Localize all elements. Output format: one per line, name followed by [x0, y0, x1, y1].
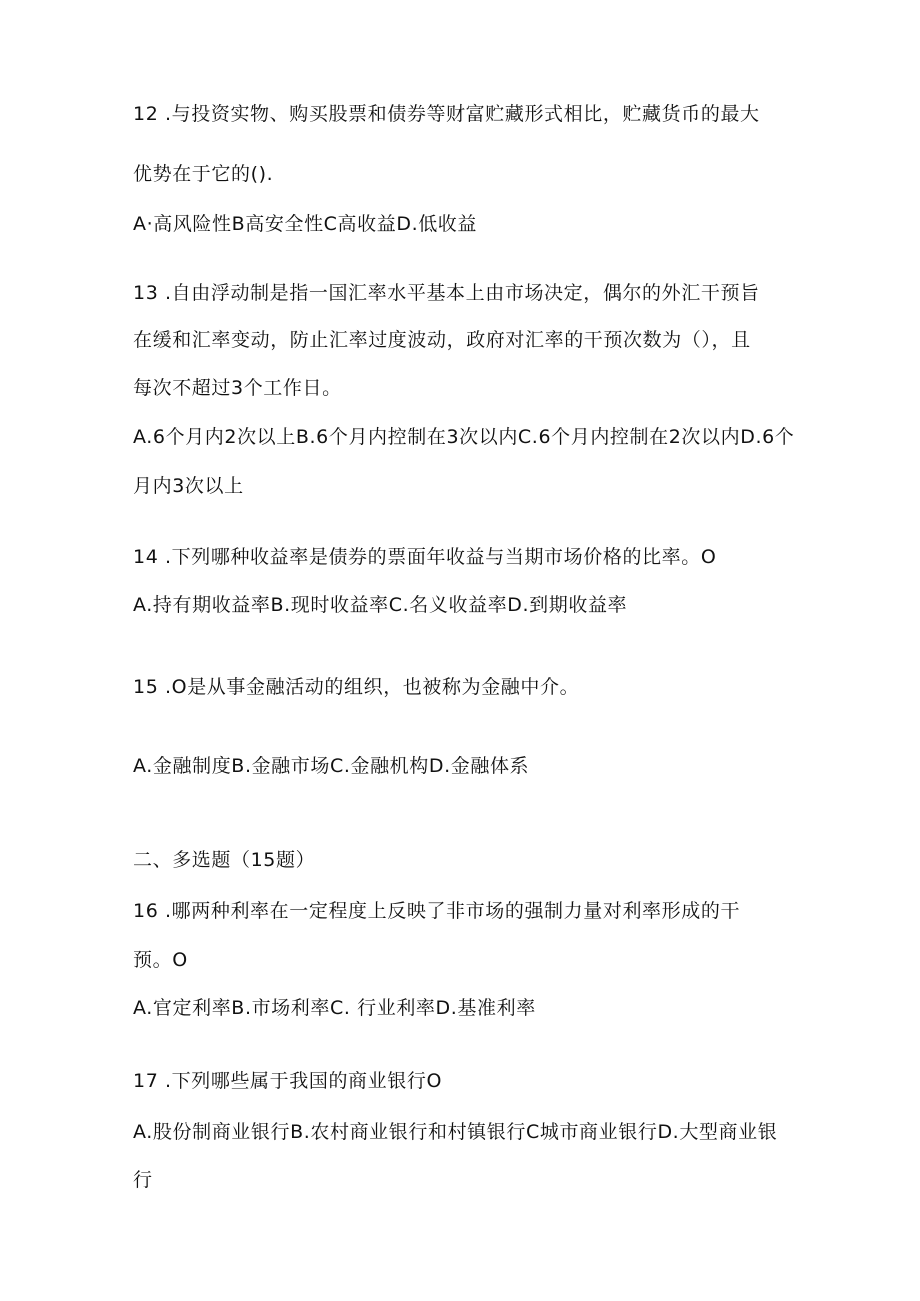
- section-heading-multiple-choice: 二、多选题（15题）: [133, 849, 316, 871]
- question-15-options: A.金融制度B.金融市场C.金融机构D.金融体系: [133, 755, 530, 777]
- question-13-options-line-2: 月内3次以上: [133, 475, 244, 497]
- question-16-text-line-2: 预。O: [133, 949, 188, 971]
- question-13-text-line-2: 在缓和汇率变动，防止汇率过度波动，政府对汇率的干预次数为（），且: [133, 329, 751, 351]
- question-13-text-line-3: 每次不超过3个工作日。: [133, 377, 342, 399]
- question-12-text-line-2: 优势在于它的().: [133, 163, 274, 185]
- question-17-options-line-2: 行: [133, 1169, 153, 1191]
- question-14-options: A.持有期收益率B.现时收益率C.名义收益率D.到期收益率: [133, 594, 628, 616]
- question-13-text-line-1: 13 .自由浮动制是指一国汇率水平基本上由市场决定，偶尔的外汇干预旨: [133, 282, 760, 304]
- question-13-options-line-1: A.6个月内2次以上B.6个月内控制在3次以内C.6个月内控制在2次以内D.6个: [133, 426, 795, 448]
- question-16-options: A.官定利率B.市场利率C. 行业利率D.基准利率: [133, 997, 536, 1019]
- question-17-text-line-1: 17 .下列哪些属于我国的商业银行O: [133, 1070, 443, 1092]
- question-15-text-line-1: 15 .O是从事金融活动的组织，也被称为金融中介。: [133, 676, 580, 698]
- question-17-options-line-1: A.股份制商业银行B.农村商业银行和村镇银行C城市商业银行D.大型商业银: [133, 1121, 778, 1143]
- question-12-text-line-1: 12 .与投资实物、购买股票和债券等财富贮藏形式相比，贮藏货币的最大: [133, 103, 760, 125]
- question-16-text-line-1: 16 .哪两种利率在一定程度上反映了非市场的强制力量对利率形成的干: [133, 900, 741, 922]
- question-14-text-line-1: 14 .下列哪种收益率是债券的票面年收益与当期市场价格的比率。O: [133, 546, 717, 568]
- question-12-options: A·高风险性B高安全性C高收益D.低收益: [133, 213, 478, 235]
